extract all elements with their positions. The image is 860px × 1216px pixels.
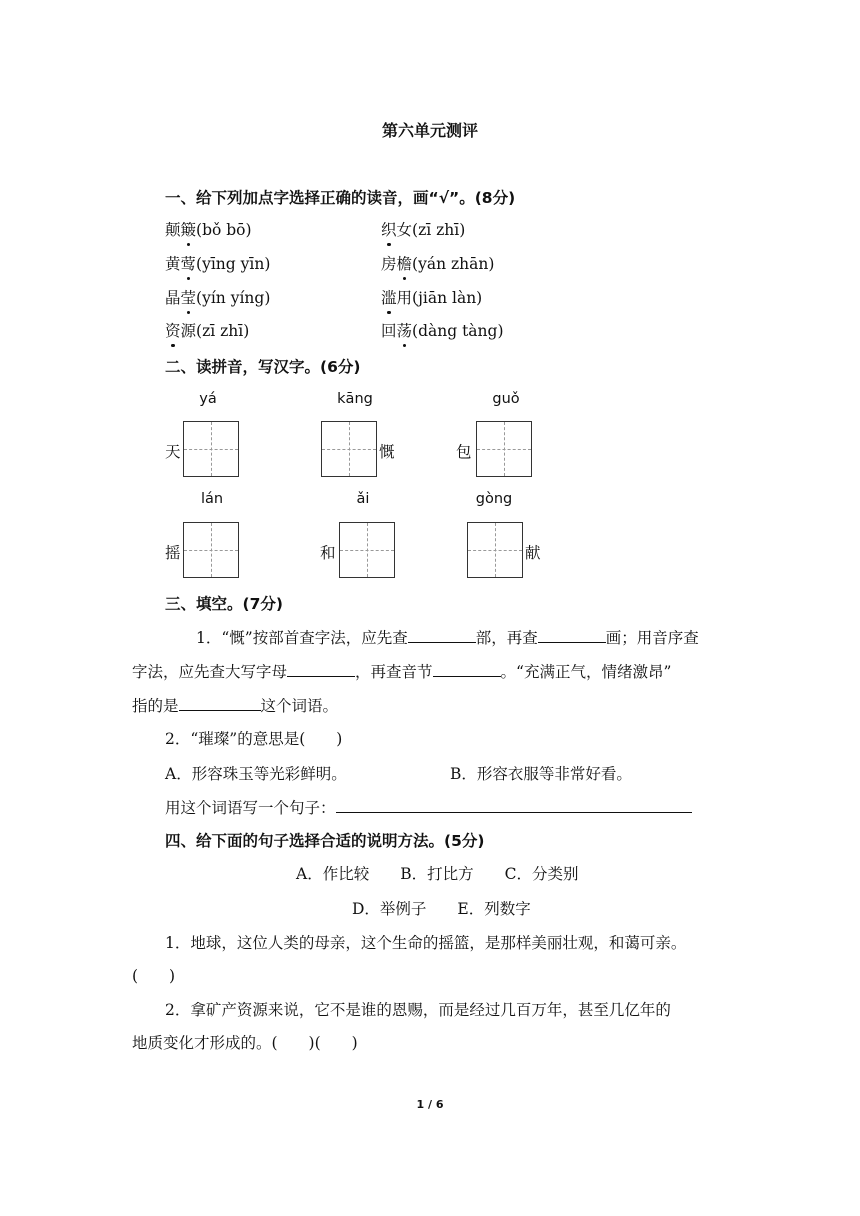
writing-box[interactable] bbox=[183, 421, 239, 477]
option-b[interactable]: B．形容衣服等非常好看。 bbox=[450, 765, 632, 783]
pronunciation-item[interactable]: 房檐(yán zhān) bbox=[381, 252, 494, 274]
section-2-heading: 二、读拼音，写汉字。(6分) bbox=[165, 358, 361, 376]
answer-blank[interactable] bbox=[179, 696, 261, 711]
pinyin-label: gòng bbox=[475, 491, 513, 507]
writing-box[interactable] bbox=[183, 522, 239, 578]
pronunciation-item[interactable]: 织女(zī zhī) bbox=[381, 218, 465, 240]
dotted-char: 簸 bbox=[181, 218, 197, 240]
pinyin-label: ǎi bbox=[356, 491, 370, 507]
page-number: 1 / 6 bbox=[416, 1098, 444, 1111]
given-char: 慨 bbox=[379, 443, 395, 461]
writing-box[interactable] bbox=[476, 421, 532, 477]
dotted-char: 资 bbox=[165, 319, 181, 341]
section-3-heading: 三、填空。(7分) bbox=[165, 595, 283, 613]
writing-box[interactable] bbox=[467, 522, 523, 578]
dotted-char: 莹 bbox=[181, 286, 197, 308]
pronunciation-item[interactable]: 晶莹(yín yíng) bbox=[165, 286, 270, 308]
pinyin-label: guǒ bbox=[492, 391, 520, 407]
section-1-heading: 一、给下列加点字选择正确的读音，画“√”。(8分) bbox=[165, 189, 516, 207]
pinyin-label: yá bbox=[199, 391, 217, 407]
given-char: 包 bbox=[456, 443, 472, 461]
dotted-char: 檐 bbox=[397, 252, 413, 274]
sentence-prompt: 用这个词语写一个句子： bbox=[165, 796, 692, 818]
fill-question-1-line-2: 字法，应先查大写字母 ，再查音节 。“充满正气，情绪激昂” bbox=[132, 663, 672, 681]
method-question-2: 2．拿矿产资源来说，它不是谁的恩赐，而是经过几百万年，甚至几亿年的 bbox=[165, 1001, 671, 1019]
fill-question-1-line-1: 1．“慨”按部首查字法，应先查 部，再查 画；用音序查 bbox=[196, 629, 699, 647]
answer-blank[interactable] bbox=[408, 628, 476, 643]
answer-blank[interactable] bbox=[538, 628, 606, 643]
answer-paren[interactable]: ( ) bbox=[132, 967, 176, 985]
pinyin-label: lán bbox=[200, 491, 224, 507]
given-char: 献 bbox=[525, 544, 541, 562]
pronunciation-item[interactable]: 颠簸(bǒ bō) bbox=[165, 218, 252, 240]
writing-box[interactable] bbox=[339, 522, 395, 578]
method-options-line-2: D．举例子 E．列数字 bbox=[352, 900, 531, 918]
pronunciation-item[interactable]: 资源(zī zhī) bbox=[165, 319, 249, 341]
option-a[interactable]: A．形容珠玉等光彩鲜明。 bbox=[165, 765, 347, 783]
method-options-line-1: A．作比较 B．打比方 C．分类别 bbox=[296, 865, 579, 883]
given-char: 摇 bbox=[165, 544, 181, 562]
method-question-1: 1．地球，这位人类的母亲，这个生命的摇篮，是那样美丽壮观，和蔼可亲。 bbox=[165, 934, 687, 952]
pronunciation-item[interactable]: 滥用(jiān làn) bbox=[381, 286, 482, 308]
writing-box[interactable] bbox=[321, 421, 377, 477]
section-4-heading: 四、给下面的句子选择合适的说明方法。(5分) bbox=[165, 832, 485, 850]
answer-blank[interactable] bbox=[433, 662, 501, 677]
dotted-char: 荡 bbox=[397, 319, 413, 341]
pinyin-label: kāng bbox=[337, 391, 373, 407]
given-char: 天 bbox=[165, 443, 181, 461]
pronunciation-item[interactable]: 回荡(dàng tàng) bbox=[381, 319, 504, 341]
dotted-char: 织 bbox=[381, 218, 397, 240]
dotted-char: 莺 bbox=[181, 252, 197, 274]
page-title: 第六单元测评 bbox=[381, 121, 478, 140]
pronunciation-item[interactable]: 黄莺(yīng yīn) bbox=[165, 252, 270, 274]
answer-blank[interactable] bbox=[287, 662, 355, 677]
dotted-char: 滥 bbox=[381, 286, 397, 308]
given-char: 和 bbox=[320, 544, 336, 562]
sentence-answer-line[interactable] bbox=[336, 798, 692, 813]
method-question-2-cont[interactable]: 地质变化才形成的。( )( ) bbox=[132, 1034, 358, 1052]
fill-question-1-line-3: 指的是 这个词语。 bbox=[132, 697, 339, 715]
choice-question-2[interactable]: 2．“璀璨”的意思是( ) bbox=[165, 730, 343, 748]
